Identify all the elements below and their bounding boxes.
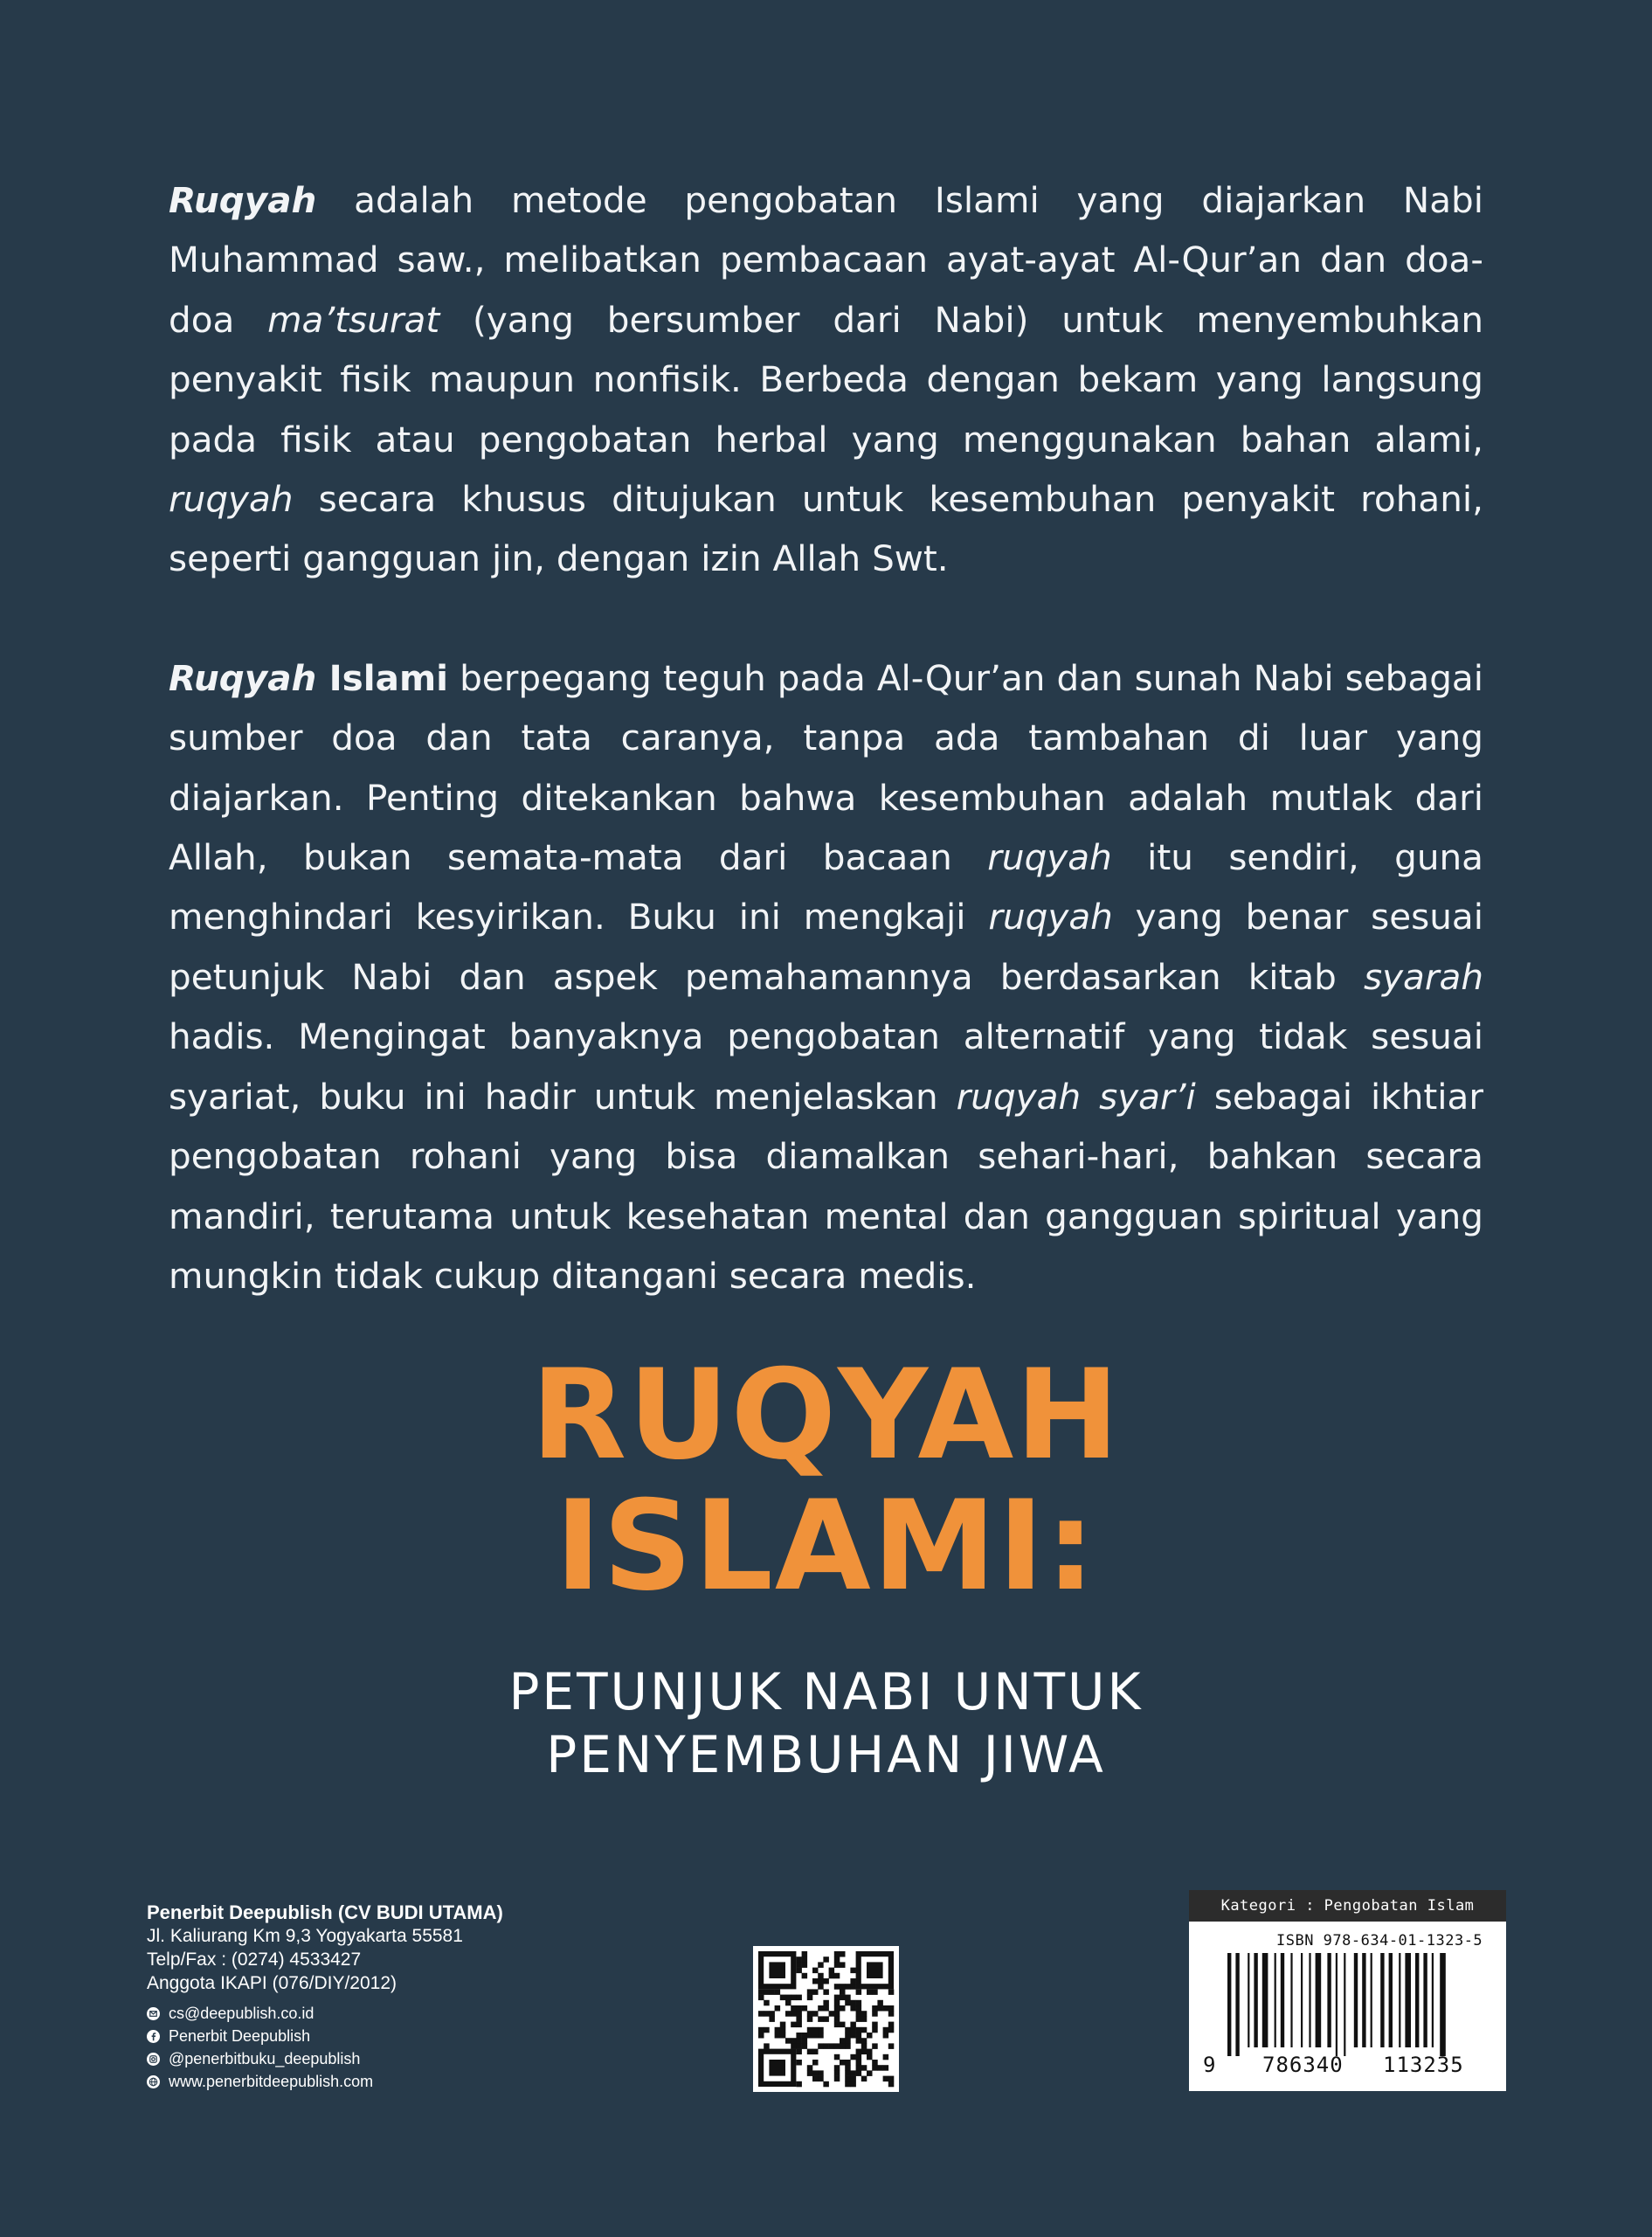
globe-icon <box>147 2075 160 2088</box>
blurb-run: Islami <box>316 656 449 699</box>
subtitle-line-2: PENYEMBUHAN JIWA <box>546 1725 1106 1784</box>
blurb-paragraph-1 <box>169 170 1483 589</box>
publisher-name: Penerbit Deepublish (CV BUDI UTAMA) <box>147 1901 503 1923</box>
contact-website-text: www.penerbitdeepublish.com <box>169 2073 374 2090</box>
book-title <box>0 1343 1652 1618</box>
publisher-membership: Anggota IKAPI (076/DIY/2012) <box>147 1973 397 1993</box>
blurb-run: ruqyah <box>988 896 1113 938</box>
blurb-run: itu sendiri, guna menghindari kesyirikan. Buku ini mengkaji <box>169 836 1484 938</box>
barcode-digit-lead: 9 <box>1203 2053 1216 2077</box>
barcode-digit-group-2: 113235 <box>1383 2053 1464 2077</box>
blurb-run: ruqyah syar’i <box>956 1075 1196 1118</box>
publisher-contacts <box>147 2002 503 2093</box>
title-line-1: RUQYAH <box>530 1343 1122 1487</box>
blurb-run: hadis. Mengingat banyaknya pengobatan alternatif yang tidak sesuai syariat, buku ini hadir untuk menjelaskan <box>169 1015 1483 1118</box>
isbn-text: ISBN 978-634-01-1323-5 <box>1276 1932 1483 1950</box>
instagram-icon <box>147 2053 160 2066</box>
qr-code <box>753 1946 899 2092</box>
mail-icon <box>147 2007 160 2020</box>
contact-website <box>147 2070 503 2093</box>
blurb-run: adalah metode pengobatan Islami yang diajarkan Nabi Muhammad saw., melibatkan pembacaan ayat-ayat Al-Qur’an dan doa-doa <box>169 179 1483 341</box>
blurb-run: sebagai ikhtiar pengobatan rohani yang bisa diamalkan sehari-hari, bahkan secara mandiri, terutama untuk kesehatan mental dan gangguan spiritual yang mungkin tidak cukup ditangani secara medis. <box>169 1075 1483 1297</box>
book-subtitle <box>0 1660 1652 1786</box>
barcode-panel <box>1189 1922 1506 2091</box>
blurb-run: Ruqyah <box>169 656 317 699</box>
publisher-info <box>147 1901 503 2093</box>
blurb-run: ruqyah <box>987 836 1112 879</box>
publisher-phone: Telp/Fax : (0274) 4533427 <box>147 1950 362 1970</box>
title-line-2: ISLAMI: <box>555 1474 1097 1618</box>
blurb-paragraph-2 <box>169 648 1483 1305</box>
blurb-run: syarah <box>1363 955 1483 998</box>
blurb-run: ma’tsurat <box>267 298 440 341</box>
facebook-icon <box>147 2030 160 2043</box>
publisher-address: Jl. Kaliurang Km 9,3 Yogyakarta 55581 <box>147 1926 463 1946</box>
contact-instagram-text: @penerbitbuku_deepublish <box>169 2050 361 2067</box>
blurb-run: Ruqyah <box>169 179 317 221</box>
blurb-run: secara khusus ditujukan untuk kesembuhan penyakit rohani, seperti gangguan jin, dengan izin Allah Swt. <box>169 478 1483 580</box>
blurb-run: berpegang teguh pada Al-Qur’an dan sunah Nabi sebagai sumber doa dan tata caranya, tanpa ada tambahan di luar yang diajarkan. Penting ditekankan bahwa kesembuhan adalah mutlak dari Allah, bukan semata-mata dari bacaan <box>169 656 1483 879</box>
blurb-run: ruqyah <box>169 478 294 521</box>
contact-facebook <box>147 2025 503 2047</box>
contact-instagram <box>147 2047 503 2070</box>
blurb-run: yang benar sesuai petunjuk Nabi dan aspek pemahamannya berdasarkan kitab <box>169 896 1483 998</box>
isbn-barcode-block <box>1189 1890 1506 2091</box>
contact-email-text: cs@deepublish.co.id <box>169 2005 315 2022</box>
back-cover-blurb <box>169 170 1483 1305</box>
contact-facebook-text: Penerbit Deepublish <box>169 2027 311 2045</box>
subtitle-line-1: PETUNJUK NABI UNTUK <box>508 1662 1144 1721</box>
category-label: Kategori : Pengobatan Islam <box>1189 1890 1506 1922</box>
blurb-run: (yang bersumber dari Nabi) untuk menyembuhkan penyakit fisik maupun nonfisik. Berbeda dengan bekam yang langsung pada fisik atau pengobatan herbal yang menggunakan bahan alami, <box>169 298 1483 461</box>
barcode-digit-group-1: 786340 <box>1262 2053 1344 2077</box>
contact-email <box>147 2002 503 2025</box>
